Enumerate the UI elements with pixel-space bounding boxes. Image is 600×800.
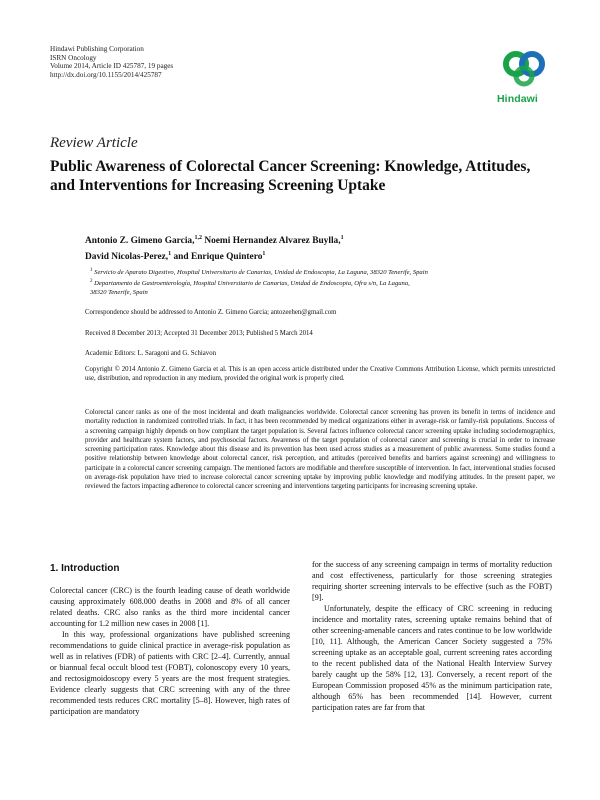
body-column-left xyxy=(50,585,290,717)
paragraph: for the success of any screening campaign in terms of mortality reduction and cost effectiveness, particularly for those screening strategies requiring shorter screening intervals to be effective (such as the FOBT) [9]. xyxy=(312,560,552,602)
paragraph: Colorectal cancer (CRC) is the fourth leading cause of death worldwide causing approximately 608.000 deaths in 2008 and 8% of all cancer related deaths. CRC also ranks as the third more incidental cancer accounting for 1.2 million new cases in 2008 [1]. xyxy=(50,586,290,628)
doi-link[interactable]: http://dx.doi.org/10.1155/2014/425787 xyxy=(50,70,162,79)
affiliations: $^1$ Servicio de Aparato Digestivo, Hospital Universitario de Canarias, Unidad de Endoscopia, La Laguna, 38320 Tenerife, Spain $^2$ Departamento de Gastroenterología, Hospital Universitario de Canarias, Unidad de Endoscopia, Ofra s/n, La Laguna, 38320 Tenerife, Spain xyxy=(90,268,428,297)
journal-info xyxy=(50,45,173,79)
correspondence: Correspondence should be addressed to Antonio Z. Gimeno Garcia; antozeehen@gmail.com xyxy=(85,309,337,316)
volume-line: Volume 2014, Article ID 425787, 19 pages xyxy=(50,62,174,71)
author-1: Antonio Z. Gimeno Garcia, xyxy=(85,236,195,247)
logo-wordmark: Hindawi xyxy=(497,93,538,105)
paragraph: Unfortunately, despite the efficacy of CRC screening in reducing incidence and mortality rates, screening uptake remains behind that of other screening-amenable cancers and rates continue to be low worldwide [10, 11]. Although, the American Cancer Society suggested a 75% screening uptake as an acceptable goal, current screening rates according to the recent published data of the National Health Interview Survey barely caught up the 58% [12, 13]. Conversely, a recent report of the European Commission proposed 45% as the minimum participation rate, although 65% has been recommended [14]. However, current participation rates are far from that xyxy=(312,604,552,712)
abstract: Colorectal cancer ranks as one of the most incidental and death malignancies worldwide. Colorectal cancer screening has proven its benefit in terms of incidence and mortality reduction in randomized controlled trials. In fact, it has been recommended by medical organizations either in average-risk or family-risk populations. Success of a screening campaign highly depends on how compliant the target population is. Several factors influence colorectal cancer screening uptake including sociodemographics, provider and healthcare system factors, and psychosocial factors. Awareness of the target population of colorectal cancer and screening is crucial in order to increase screening participation rates. Knowledge about this disease and its prevention has been used across studies as a measurement of public awareness. Some studies found a positive relationship between knowledge about colorectal cancer, risk perception, and attitudes (perceived benefits and barriers against screening) and willingness to participate in a colorectal cancer screening campaign. The mentioned factors are modifiable and therefore susceptible of intervention. In fact, interventional studies focused on average-risk population have tried to increase colorectal cancer screening uptake by improving public knowledge and modifying attitudes. In the present paper, we reviewed the factors impacting adherence to colorectal cancer screening and interventions targeting participants for increasing screening uptake. xyxy=(85,409,555,491)
copyright-notice: Copyright © 2014 Antonio Z. Gimeno Garcia et al. This is an open access article distributed under the Creative Commons Attribution License, which permits unrestricted use, distribution, and reproduction in any medium, provided the original work is properly cited. xyxy=(85,366,555,383)
publisher: Hindawi Publishing Corporation xyxy=(50,45,144,53)
article-type: Review Article xyxy=(50,135,138,151)
affiliation-1: Servicio de Aparato Digestivo, Hospital Universitario de Canarias, Unidad de Endoscopia, La Laguna, 38320 Tenerife, Spain xyxy=(94,269,428,277)
paragraph: In this way, professional organizations have published screening recommendations to guide clinical practice in average-risk population as well as in relatives (FDR) of patients with CRC [2–4]. Currently, annual or biannual fecal occult blood test (FOBT), colonoscopy every 10 years, and rectosigmoidoscopy every 5 years are the most frequent strategies. Evidence clearly suggests that CRC screening with any of the three recommended tests reduces CRC mortality [5–8]. However, high rates of participation are mandatory xyxy=(50,630,290,716)
affiliation-2: Departamento de Gastroenterología, Hospital Universitario de Canarias, Unidad de Endoscopia, Ofra s/n, La Laguna, xyxy=(94,280,410,288)
author-2: Noemi Hernandez Alvarez Buylla, xyxy=(201,236,341,247)
journal-name: ISRN Oncology xyxy=(50,53,97,62)
academic-editors: Academic Editors: L. Saragoni and G. Schiavon xyxy=(85,350,216,357)
author-3: David Nicolas-Perez, xyxy=(85,252,169,263)
affiliation-2-cont: 38320 Tenerife, Spain xyxy=(90,289,148,297)
author-4: and Enrique Quintero xyxy=(171,252,263,263)
section-heading: 1. Introduction xyxy=(50,563,120,574)
article-title: Public Awareness of Colorectal Cancer Screening: Knowledge, Attitudes, and Interventions for Increasing Screening Uptake xyxy=(50,158,531,194)
body-column-right xyxy=(312,559,552,713)
author-list: Antonio Z. Gimeno Garcia,$^{1,2}$ Noemi Hernandez Alvarez Buylla,$^1$ David Nicolas-Perez,$^1$ and Enrique Quintero$^1$ xyxy=(85,235,344,263)
dates: Received 8 December 2013; Accepted 31 December 2013; Published 5 March 2014 xyxy=(85,330,313,337)
